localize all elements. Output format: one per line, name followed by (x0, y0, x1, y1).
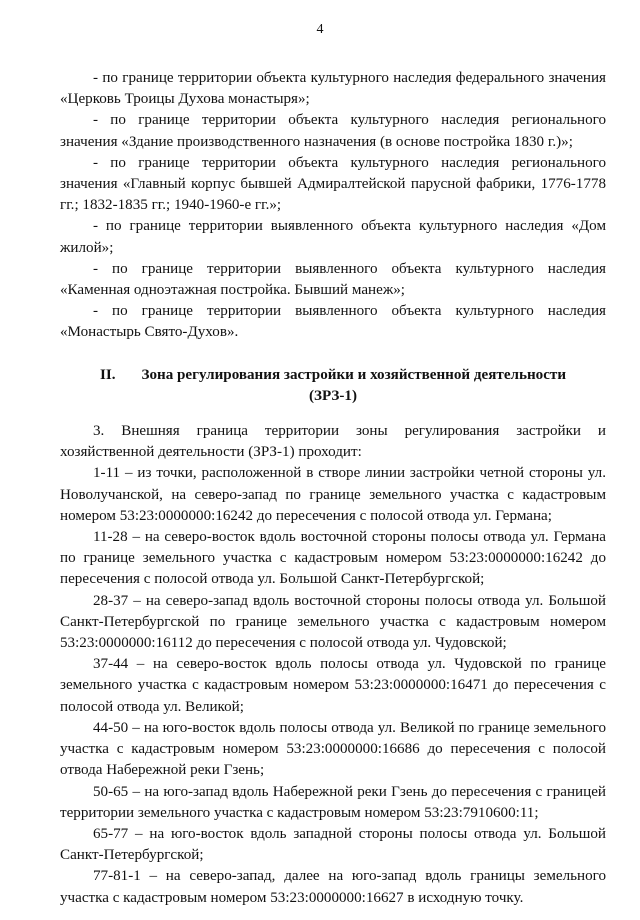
segment-paragraph: 65-77 – на юго-восток вдоль западной стороны полосы отвода ул. Большой Санкт-Петербургской; (60, 825, 606, 864)
segment-paragraph: 44-50 – на юго-восток вдоль полосы отвода ул. Великой по границе земельного участка с кадастровым номером 53:23:0000000:16686 до пересечения с полосой отвода Набережной реки Гзень; (60, 719, 606, 779)
segment-paragraph: 37-44 – на северо-восток вдоль полосы отвода ул. Чудовской по границе земельного участка с кадастровым номером 53:23:0000000:16471 до пересечения с полосой отвода ул. Великой; (60, 656, 606, 715)
list-item: - по границе территории объекта культурного наследия регионального значения «Здание производственного назначения (в основе постройка 1830 г.)»; (60, 112, 606, 150)
segment-paragraph: 1-11 – из точки, расположенной в створе линии застройки четной стороны ул. Новолучанской, на северо-запад по границе земельного участка с кадастровым номером 53:23:0000000:16242 до пересечения с полосой отвода ул. Германа; (60, 465, 606, 524)
boundary-segments (60, 463, 606, 908)
segment-paragraph: 11-28 – на северо-восток вдоль восточной стороны полосы отвода ул. Германа по границе земельного участка с кадастровым номером 53:23:0000000:16242 до пересечения с полосой отвода ул. Большой Санкт-Петербургской; (60, 529, 606, 588)
segment-paragraph: 77-81-1 – на северо-запад, далее на юго-запад вдоль границы земельного участка с кадастровым номером 53:23:0000000:16627 в исходную точку. (60, 868, 606, 906)
segment-paragraph: 28-37 – на северо-запад вдоль восточной стороны полосы отвода ул. Большой Санкт-Петербургской по границе земельного участка с кадастровым номером 53:23:0000000:16112 до пересечения с полосой отвода ул. Чудовской; (60, 592, 606, 652)
heritage-boundary-list (60, 68, 606, 344)
intro-paragraph: 3. Внешняя граница территории зоны регулирования застройки и хозяйственной деятельности (ЗРЗ-1) проходит: (60, 423, 606, 461)
section-title: Зона регулирования застройки и хозяйственной деятельности (141, 366, 567, 383)
document-body (60, 68, 606, 909)
section-title-code: (ЗРЗ-1) (309, 387, 357, 404)
list-item: - по границе территории объекта культурного наследия федерального значения «Церковь Троицы Духова монастыря»; (60, 70, 606, 108)
page-number: 4 (316, 22, 324, 37)
list-item: - по границе территории выявленного объекта культурного наследия «Дом жилой»; (60, 218, 606, 256)
list-item: - по границе территории выявленного объекта культурного наследия «Монастырь Свято-Духов». (60, 303, 606, 341)
list-item: - по границе территории объекта культурного наследия регионального значения «Главный корпус бывшей Адмиралтейской парусной фабрики, 1776-1778 гг.; 1832-1835 гг.; 1940-1960-е гг.»; (60, 154, 606, 214)
section-number: II. (99, 366, 116, 383)
list-item: - по границе территории выявленного объекта культурного наследия «Каменная одноэтажная постройка. Бывший манеж»; (60, 260, 606, 299)
section-heading (60, 365, 606, 407)
segment-paragraph: 50-65 – на юго-запад вдоль Набережной реки Гзень до пересечения с границей территории земельного участка с кадастровым номером 53:23:7910600:11; (60, 783, 606, 821)
